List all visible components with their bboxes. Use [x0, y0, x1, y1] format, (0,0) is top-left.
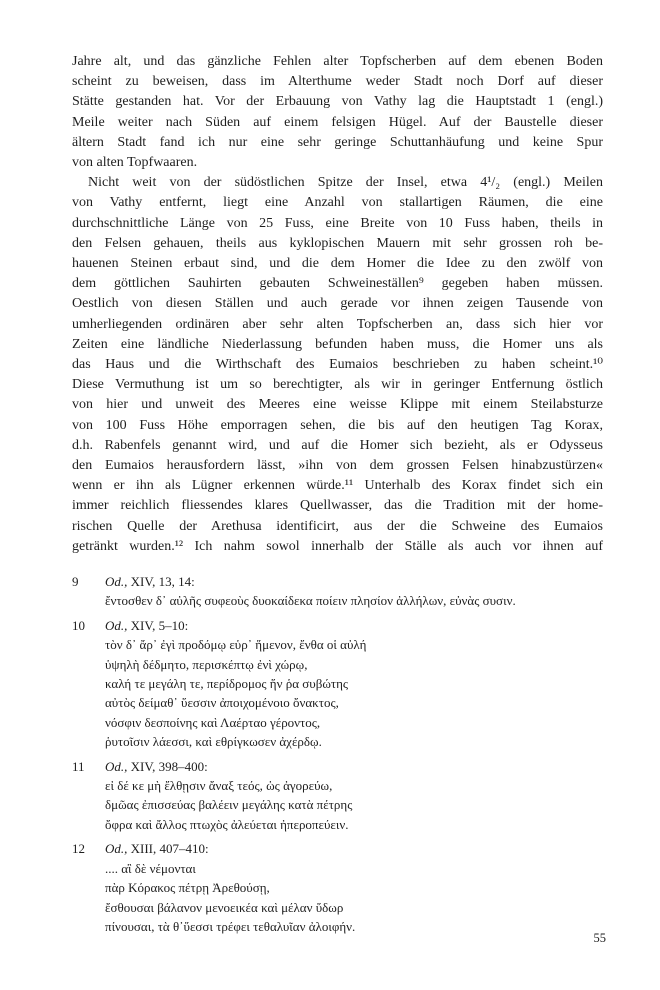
text-line: umherliegenden ordinären aber sehr alten Topfscherben an, dass sich hier vor	[72, 316, 603, 332]
footnote-source-title: Od.,	[105, 841, 128, 857]
text-line: Meile weiter nach Süden auf einem felsigen Hügel. Auf der Baustelle dieser	[72, 114, 603, 130]
text-line: scheint zu beweisen, dass im Alterthume weder Stadt noch Dorf auf dieser	[72, 74, 603, 90]
footnote-body	[105, 839, 603, 936]
text-line: durchschnittliche Länge von 25 Fuss, eine Breite von 10 Fuss haben, theils in	[72, 215, 603, 231]
page-number: 55	[593, 931, 606, 945]
greek-verse-line: πὰρ Κόρακος πέτρῃ Ἀρεθούσῃ,	[105, 880, 270, 896]
footnote-source-title: Od.,	[105, 758, 128, 774]
text-line: das Haus und die Wirthschaft des Eumaios beschrieben zu haben scheint.¹⁰	[72, 357, 603, 373]
footnote-citation: XIV, 13, 14:	[130, 574, 195, 589]
text-line: Nicht weit von der südöstlichen Spitze der Insel, etwa 4¹/₂ (engl.) Meilen	[88, 175, 603, 191]
footnote-source-title: Od.,	[105, 617, 128, 633]
footnote-number: 9	[72, 574, 79, 589]
text-line: Zeiten eine ländliche Niederlassung befunden haben muss, die Homer uns als	[72, 336, 603, 352]
greek-verse-line: ἔσθουσαι βάλανον μενοεικέα καὶ μέλαν ὕδωρ	[105, 899, 344, 915]
text-line: dem göttlichen Sauhirten gebauten Schweineställen⁹ gegeben haben müssen.	[72, 276, 603, 292]
footnote-body	[105, 572, 603, 611]
greek-verse-line: ὄφρα καὶ ἄλλος πτωχὸς ἀλεύεται ἠπεροπεύειν.	[105, 816, 349, 832]
greek-verse-line: τὸν δ᾽ ἄρ᾽ ἐγὶ προδόμῳ εὑρ᾽ ἥμενον, ἔνθα οἱ αὐλή	[105, 637, 367, 653]
greek-verse-line: νόσφιν δεσποίνης καὶ Λαέρταο γέροντος,	[105, 714, 321, 730]
footnote-body	[105, 616, 603, 752]
text-line: getränkt wurden.¹² Ich nahm sowol innerhalb der Ställe als auch vor ihnen auf	[72, 538, 603, 554]
text-line: von 100 Fuss Höhe emporragen sehen, die bis auf den heutigen Tag Korax,	[72, 417, 603, 433]
text-line: den Felsen gehauen, theils aus kyklopischen Mauern mit sehr grossen roh be-	[72, 235, 603, 251]
text-line: Jahre alt, und das gänzliche Fehlen alter Topfscherben auf dem ebenen Boden	[72, 54, 603, 69]
greek-verse-line: δμῶας ἐπισσεύας βαλέειν μεγάλης κατὰ πέτρης	[105, 797, 353, 813]
main-text-block	[72, 52, 603, 557]
greek-verse-line: ῥυτοῖσιν λάεσσι, καὶ εθρίγκωσεν ἀχέρδῳ.	[105, 734, 322, 750]
text-line: wenn er ihn als Lügner erkennen würde.¹¹ Unterhalb des Korax findet sich ein	[72, 478, 603, 494]
footnote-reference	[105, 757, 603, 776]
text-line: Stätte gestanden hat. Vor der Erbauung von Vathy lag die Hauptstadt 1 (engl.)	[72, 94, 603, 110]
paragraph	[72, 173, 603, 557]
text-line: ältern Stadt fand ich nur eine sehr geringe Schuttanhäufung und keine Spur	[72, 134, 603, 150]
text-line: Diese Vermuthung ist um so berechtigter, als wir in geringer Entfernung östlich	[72, 377, 603, 393]
text-line: von alten Topfwaaren.	[72, 155, 198, 171]
greek-verse-line: εἰ δέ κε μὴ ἔλθῃσιν ἄναξ τεός, ὡς ἀγορεύω,	[105, 778, 333, 794]
footnote-9	[72, 572, 603, 611]
greek-verse-line: .... αἳ δὲ νέμονται	[105, 860, 196, 876]
text-line: immer reichlich fliessendes klares Quellwasser, das die Tradition mit der home-	[72, 498, 603, 514]
footnotes-block	[72, 572, 603, 941]
footnote-number: 12	[72, 841, 85, 857]
text-line: von Vathy entfernt, liegt eine Anzahl von stallartigen Räumen, die eine	[72, 195, 603, 211]
greek-verse-line: καλή τε μεγάλη τε, περίδρομος ἥν ῥα συβώτης	[105, 676, 349, 692]
greek-verse-line: πίνουσαι, τὰ θ᾽ὕεσσι τρέφει τεθαλυῖαν ἀλοιφήν.	[105, 918, 356, 934]
text-line: hauenen Steinen erbaut sind, und die dem Homer die Idee zu den zwölf von	[72, 256, 603, 272]
greek-verse-line: ὑψηλὴ δέδμητο, περισκέπτῳ ἐνὶ χώρῳ,	[105, 656, 308, 672]
text-line: von hier und unweit des Meeres eine weisse Klippe mit einem Steilabsturze	[72, 397, 603, 413]
text-line: rischen Quelle der Arethusa identificirt, aus der die Schweine des Eumaios	[72, 518, 603, 534]
text-line: d.h. Rabenfels genannt wird, und auf die Homer sich bezieht, als er Odysseus	[72, 437, 603, 453]
footnote-11	[72, 757, 603, 835]
text-line: Oestlich von diesen Ställen und auch gerade vor ihnen zeigen Tausende von	[72, 296, 603, 312]
footnote-reference	[105, 616, 603, 635]
footnote-12	[72, 839, 603, 936]
greek-verse-line: ἔντοσθεν δ᾽ αὐλῆς συφεοὺς δυοκαίδεκα ποίειν πλησίον ἀλλήλων, εὐνὰς συσιν.	[105, 593, 516, 609]
paragraph	[72, 52, 603, 173]
footnote-citation: XIII, 407–410:	[130, 841, 209, 857]
footnote-reference	[105, 839, 603, 858]
footnote-number: 11	[72, 758, 85, 774]
footnote-number: 10	[72, 617, 85, 633]
text-line: den Eumaios herausfordern lässt, »ihn von dem grossen Felsen hinabzustürzen«	[72, 458, 603, 474]
footnote-body	[105, 757, 603, 835]
footnote-source-title: Od.,	[105, 574, 128, 589]
footnote-citation: XIV, 398–400:	[130, 758, 208, 774]
greek-verse-line: αὐτὸς δείμαθ᾽ ὕεσσιν ἀποιχομένοιο ὄνακτος,	[105, 695, 339, 711]
footnote-10	[72, 616, 603, 752]
footnote-reference	[105, 572, 603, 591]
footnote-citation: XIV, 5–10:	[130, 617, 189, 633]
